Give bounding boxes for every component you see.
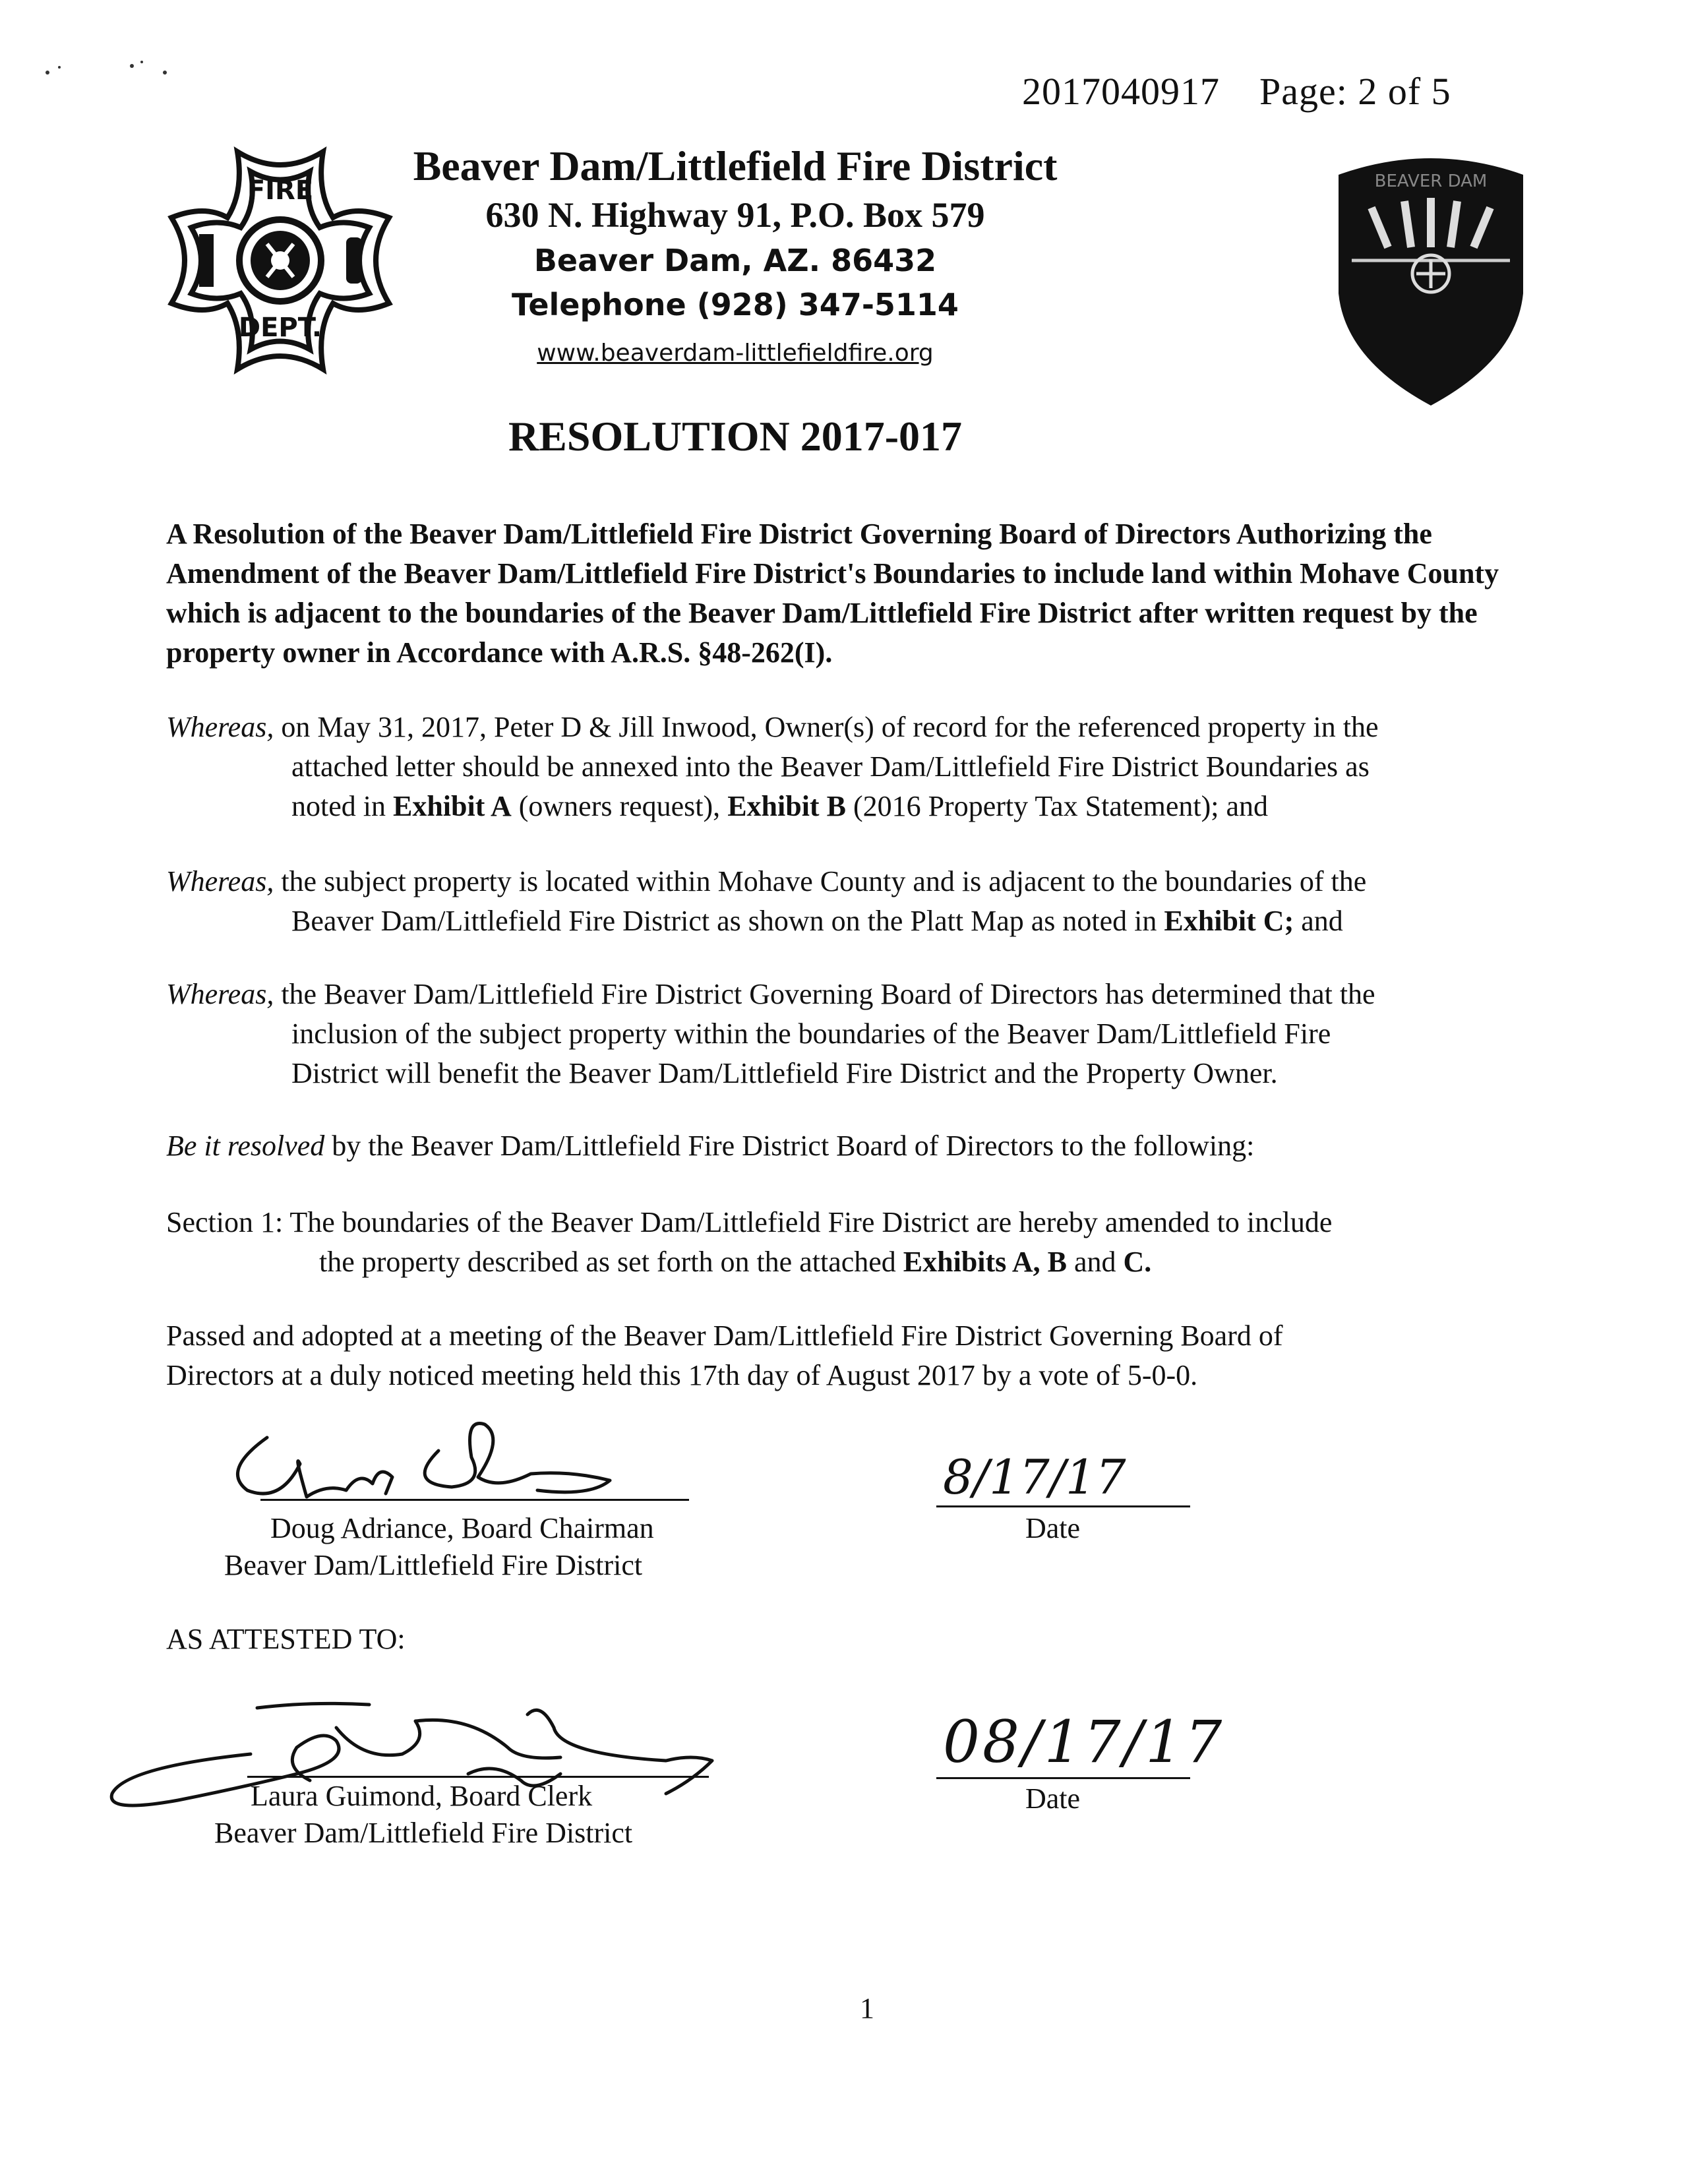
org-name: Beaver Dam/Littlefield Fire District bbox=[413, 142, 1058, 189]
chairman-org: Beaver Dam/Littlefield Fire District bbox=[224, 1549, 643, 1581]
chairman-name: Doug Adriance, Board Chairman bbox=[270, 1512, 654, 1544]
be-it-resolved: Be it resolved by the Beaver Dam/Littlefield Fire District Board of Directors to the following: bbox=[166, 1130, 1255, 1162]
exhibit-a-ref: Exhibit A bbox=[392, 790, 512, 822]
whereas-paragraph-2: Whereas, the subject property is located within Mohave County and is adjacent to the boundaries of the Beaver Dam/Littlefield Fire District as shown on the Platt Map as noted in Exhibit C; and bbox=[166, 865, 1367, 937]
org-website-link[interactable]: www.beaverdam-littlefieldfire.org bbox=[537, 340, 934, 367]
exhibit-b-ref: Exhibit B bbox=[727, 790, 846, 822]
clerk-name: Laura Guimond, Board Clerk bbox=[251, 1780, 593, 1812]
whereas-lead: Whereas, bbox=[166, 711, 274, 743]
passed-adopted-paragraph: Passed and adopted at a meeting of the Beaver Dam/Littlefield Fire District Governing Board of Directors at a duly noticed meeting held this 17th day of August 2017 by a vote of 5-0-0. bbox=[166, 1320, 1283, 1391]
clerk-date-label: Date bbox=[1025, 1782, 1081, 1815]
logo-beaver-dam-text: BEAVER DAM bbox=[1374, 171, 1488, 191]
whereas-lead: Whereas, bbox=[166, 865, 274, 897]
section-1: Section 1: The boundaries of the Beaver Dam/Littlefield Fire District are hereby amended to include the property described as set forth on the attached Exhibits A, B and C. bbox=[166, 1206, 1333, 1278]
chairman-signature bbox=[221, 1411, 696, 1510]
scan-specks bbox=[40, 53, 185, 86]
as-attested-to: AS ATTESTED TO: bbox=[166, 1623, 406, 1655]
org-phone: Telephone (928) 347-5114 bbox=[512, 287, 959, 322]
chairman-date-line bbox=[936, 1505, 1190, 1507]
clerk-date-line bbox=[936, 1777, 1190, 1779]
chairman-date-handwritten: 8/17/17 bbox=[943, 1449, 1126, 1505]
org-address: 630 N. Highway 91, P.O. Box 579 bbox=[485, 195, 985, 235]
page-number: 1 bbox=[860, 1992, 874, 2024]
clerk-org: Beaver Dam/Littlefield Fire District bbox=[214, 1817, 633, 1849]
chairman-signature-line bbox=[260, 1499, 689, 1501]
whereas-paragraph-1: Whereas, on May 31, 2017, Peter D & Jill Inwood, Owner(s) of record for the referenced property in the attached letter should be annexed into the Beaver Dam/Littlefield Fire District Boundaries as noted in Exhibit A (owners request), Exhibit B (2016 Property Tax Statement); and bbox=[166, 711, 1379, 822]
section-label: Section 1: bbox=[166, 1206, 284, 1238]
clerk-date-handwritten: 08/17/17 bbox=[943, 1708, 1225, 1776]
recording-number bbox=[1022, 69, 1451, 113]
whereas-paragraph-3: Whereas, the Beaver Dam/Littlefield Fire District Governing Board of Directors has determined that the inclusion of the subject property within the boundaries of the Beaver Dam/Littlefield Fire District will benefit the Beaver Dam/Littlefield Fire District and the Property Owner. bbox=[166, 978, 1375, 1089]
exhibit-c-ref: Exhibit C; bbox=[1164, 905, 1294, 937]
org-city: Beaver Dam, AZ. 86432 bbox=[533, 243, 937, 278]
record-number: 2017040917 bbox=[1022, 70, 1220, 113]
resolution-intro: A Resolution of the Beaver Dam/Littlefield Fire District Governing Board of Directors Authorizing the Amendment of the Beaver Dam/Littlefield Fire District's Boundaries to include land within Mohave County which is adjacent to the boundaries of the Beaver Dam/Littlefield Fire District after written request by the property owner in Accordance with A.R.S. §48-262(I). bbox=[166, 518, 1499, 669]
whereas-lead: Whereas, bbox=[166, 978, 274, 1010]
chairman-date-label: Date bbox=[1025, 1512, 1081, 1544]
record-page: Page: 2 of 5 bbox=[1259, 70, 1451, 113]
logo-fire-text: FIRE bbox=[247, 175, 314, 206]
logo-dept-text: DEPT. bbox=[238, 313, 322, 343]
resolution-title: RESOLUTION 2017-017 bbox=[508, 413, 963, 460]
